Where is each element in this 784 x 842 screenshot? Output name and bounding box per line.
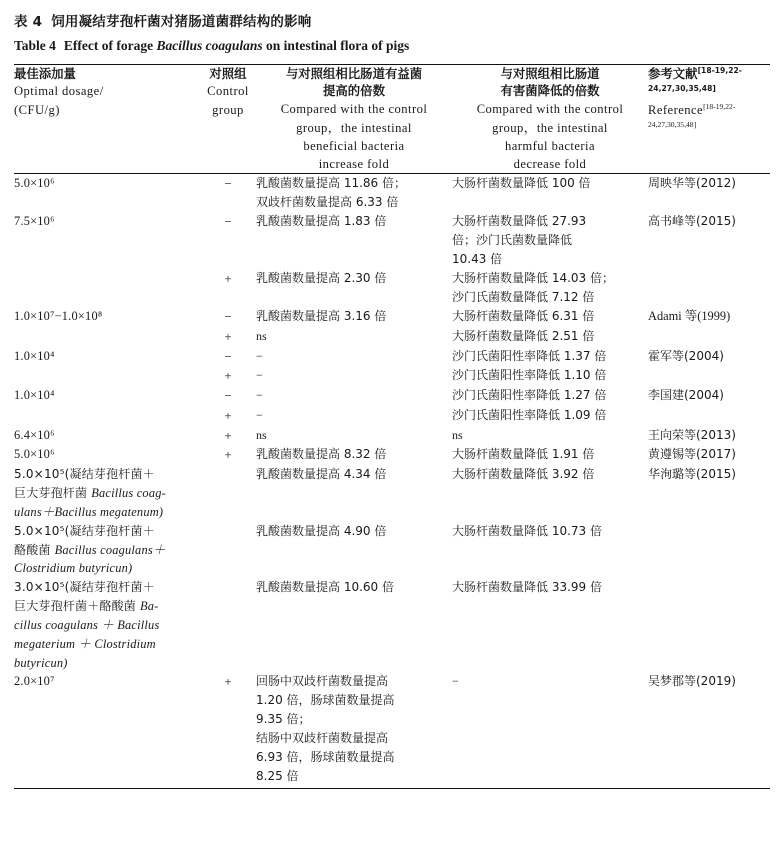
cell-optimal-dosage: 3.0×10⁵(凝结芽孢杆菌＋ 巨大芽孢杆菌＋酪酸菌 Ba- cillus coagulans ＋ Bacillus megaterium ＋ Clostridium butyricun): [14, 580, 160, 670]
cell-reference: 霍军等(2004): [648, 348, 724, 363]
header-dose-en2: (CFU/g): [14, 102, 60, 117]
cell-optimal-dosage: 1.0×10⁴: [14, 388, 55, 403]
cell-optimal-dosage: 6.4×10⁶: [14, 427, 55, 442]
cell-reference: [648, 366, 770, 386]
cell-control-group: −: [200, 174, 256, 212]
cell-control-group: +: [224, 368, 232, 384]
table-bottom-rule: [14, 786, 770, 789]
cell-optimal-dosage: 1.0×10⁴: [14, 348, 55, 363]
header-beneficial-cn1: 与对照组相比肠道有益菌: [285, 65, 423, 81]
header-optimal-dosage: [14, 64, 200, 174]
header-reference-cn: 参考文献[18-19,22-24,27,30,35,48]: [648, 65, 742, 93]
cell-reference: [648, 578, 770, 672]
cell-optimal-dosage: [14, 327, 200, 347]
table-caption: [14, 0, 770, 57]
cell-beneficial-bacteria: 乳酸菌数量提高 1.83 倍: [256, 214, 387, 229]
header-harmful-bacteria: [452, 64, 648, 174]
table-row: [14, 366, 770, 386]
cell-control-group: +: [224, 271, 232, 287]
cell-harmful-bacteria: 大肠杆菌数量降低 2.51 倍: [452, 328, 595, 343]
cell-optimal-dosage: 7.5×10⁶: [14, 214, 55, 229]
cell-control-group: +: [224, 427, 232, 443]
table-row: [14, 269, 770, 307]
table-body: [14, 174, 770, 789]
cell-beneficial-bacteria: −: [256, 348, 263, 363]
table-row: [14, 212, 770, 269]
cell-reference: 李国建(2004): [648, 388, 724, 403]
header-harmful-cn2: 有害菌降低的倍数: [500, 83, 600, 99]
header-harmful-en2: group，the intestinal: [492, 120, 608, 135]
cell-harmful-bacteria: 沙门氏菌阳性率降低 1.27 倍: [452, 388, 607, 403]
reference-superscript-cn: [18-19,22-24,27,30,35,48]: [648, 65, 742, 93]
cell-beneficial-bacteria: 乳酸菌数量提高 8.32 倍: [256, 447, 387, 462]
cell-control-group: −: [224, 214, 232, 230]
cell-beneficial-bacteria: ns: [256, 328, 267, 343]
caption-label-en: Table 4: [14, 38, 56, 54]
cell-reference: [648, 406, 770, 426]
header-control-cn: 对照组: [209, 65, 247, 81]
cell-control-group: [200, 578, 256, 672]
cell-beneficial-bacteria: −: [256, 388, 263, 403]
reference-superscript-en: [18-19,22-24,27,30,35,48]: [648, 101, 736, 130]
bottom-rule-segment: [648, 786, 770, 789]
header-beneficial-en3: beneficial bacteria: [303, 138, 405, 153]
bottom-rule-segment: [452, 786, 648, 789]
header-control-en1: Control: [207, 84, 249, 99]
header-control-group: [200, 64, 256, 174]
cell-optimal-dosage: 5.0×10⁶: [14, 174, 200, 212]
table-row: [14, 406, 770, 426]
cell-optimal-dosage: 1.0×10⁷−1.0×10⁸: [14, 309, 103, 324]
table-row: [14, 672, 770, 786]
cell-reference: 高书峰等(2015): [648, 214, 736, 229]
cell-harmful-bacteria: 大肠杆菌数量降低 14.03 倍； 沙门氏菌数量降低 7.12 倍: [452, 271, 614, 305]
cell-beneficial-bacteria: 乳酸菌数量提高 2.30 倍: [256, 271, 387, 286]
table-row: [14, 578, 770, 672]
cell-harmful-bacteria: 大肠杆菌数量降低 3.92 倍: [452, 467, 595, 482]
cell-reference: Adami 等(1999): [648, 309, 731, 324]
cell-control-group: −: [224, 309, 232, 325]
bottom-rule-segment: [14, 786, 200, 789]
results-table: [14, 64, 770, 790]
caption-title-en-post: on intestinal flora of pigs: [262, 38, 410, 54]
table-head: [14, 64, 770, 174]
table-row: [14, 465, 770, 522]
bottom-rule-segment: [200, 786, 256, 789]
cell-harmful-bacteria: 大肠杆菌数量降低 33.99 倍: [452, 580, 602, 595]
cell-optimal-dosage: [14, 366, 200, 386]
table-row: [14, 386, 770, 406]
cell-harmful-bacteria: 大肠杆菌数量降低 6.31 倍: [452, 309, 595, 324]
cell-beneficial-bacteria: 回肠中双歧杆菌数量提高 1.20 倍，肠球菌数量提高 9.35 倍； 结肠中双歧杆菌数量提高 6.93 倍，肠球菌数量提高 8.25 倍: [256, 674, 395, 784]
header-beneficial-bacteria: [256, 64, 452, 174]
caption-title-cn: 饲用凝结芽孢杆菌对猪肠道菌群结构的影响: [51, 14, 312, 30]
caption-species-name: Bacillus coagulans: [156, 38, 263, 54]
cell-beneficial-bacteria: ns: [256, 427, 267, 442]
cell-harmful-bacteria: 大肠杆菌数量降低 27.93 倍；沙门氏菌数量降低 10.43 倍: [452, 214, 587, 267]
cell-reference: [648, 522, 770, 579]
cell-harmful-bacteria: 沙门氏菌阳性率降低 1.10 倍: [452, 368, 607, 383]
table-row: [14, 445, 770, 465]
cell-beneficial-bacteria: 乳酸菌数量提高 3.16 倍: [256, 309, 387, 324]
cell-optimal-dosage: 5.0×10⁶: [14, 447, 55, 462]
table-row: [14, 426, 770, 446]
bottom-rule-segment: [256, 786, 452, 789]
cell-harmful-bacteria: ns: [452, 427, 463, 442]
caption-label-cn: 表 4: [14, 14, 43, 30]
header-harmful-en1: Compared with the control: [476, 102, 624, 117]
cell-optimal-dosage: 2.0×10⁷: [14, 674, 55, 689]
cell-control-group: [200, 465, 256, 522]
cell-beneficial-bacteria: 乳酸菌数量提高 11.86 倍； 双歧杆菌数量提高 6.33 倍: [256, 174, 452, 212]
cell-beneficial-bacteria: 乳酸菌数量提高 10.60 倍: [256, 580, 394, 595]
cell-beneficial-bacteria: 乳酸菌数量提高 4.34 倍: [256, 467, 387, 482]
table-row: [14, 327, 770, 347]
header-harmful-cn1: 与对照组相比肠道: [500, 65, 600, 81]
cell-reference: 黄遵锡等(2017): [648, 447, 736, 462]
table-row: [14, 522, 770, 579]
cell-harmful-bacteria: 大肠杆菌数量降低 10.73 倍: [452, 523, 602, 538]
caption-english: [14, 36, 770, 56]
header-beneficial-en1: Compared with the control: [280, 102, 428, 117]
header-beneficial-en4: increase fold: [318, 157, 390, 172]
caption-title-en-pre: Effect of forage: [63, 38, 157, 54]
header-reference-en: Reference[18-19,22-24,27,30,35,48]: [648, 101, 736, 130]
cell-optimal-dosage: 5.0×10⁵(凝结芽孢杆菌＋ 巨大芽孢杆菌 Bacillus coag- ulans＋Bacillus megatenum): [14, 467, 166, 519]
cell-optimal-dosage: [14, 269, 200, 307]
cell-harmful-bacteria: 沙门氏菌阳性率降低 1.37 倍: [452, 348, 607, 363]
cell-harmful-bacteria: 大肠杆菌数量降低 1.91 倍: [452, 447, 595, 462]
cell-control-group: [200, 522, 256, 579]
header-harmful-en3: harmful bacteria: [504, 138, 596, 153]
caption-chinese: [14, 12, 770, 32]
cell-control-group: +: [224, 407, 232, 423]
cell-beneficial-bacteria: −: [256, 368, 263, 383]
cell-reference: 吴梦郡等(2019): [648, 674, 736, 689]
cell-reference: 华洵璐等(2015): [648, 467, 736, 482]
cell-control-group: +: [224, 328, 232, 344]
cell-reference: 周映华等(2012): [648, 174, 770, 212]
header-dose-en1: Optimal dosage/: [14, 84, 104, 99]
header-reference: [648, 64, 770, 174]
table-row: [14, 347, 770, 367]
cell-beneficial-bacteria: −: [256, 407, 263, 422]
header-control-en2: group: [212, 102, 244, 117]
header-beneficial-cn2: 提高的倍数: [323, 83, 385, 99]
cell-reference: 王向荣等(2013): [648, 427, 736, 442]
cell-optimal-dosage: [14, 406, 200, 426]
header-dose-cn: 最佳添加量: [14, 65, 76, 81]
cell-control-group: −: [224, 348, 232, 364]
cell-beneficial-bacteria: 乳酸菌数量提高 4.90 倍: [256, 523, 387, 538]
cell-reference: [648, 327, 770, 347]
cell-harmful-bacteria: −: [452, 674, 459, 689]
cell-optimal-dosage: 5.0×10⁵(凝结芽孢杆菌＋ 酪酸菌 Bacillus coagulans＋ Clostridium butyricun): [14, 523, 166, 576]
header-harmful-en4: decrease fold: [513, 157, 587, 172]
cell-control-group: −: [224, 388, 232, 404]
table-row: [14, 174, 770, 212]
cell-reference: [648, 269, 770, 307]
cell-control-group: +: [224, 674, 232, 690]
header-beneficial-en2: group，the intestinal: [296, 120, 412, 135]
cell-control-group: +: [224, 447, 232, 463]
cell-harmful-bacteria: 沙门氏菌阳性率降低 1.09 倍: [452, 407, 607, 422]
table-row: [14, 307, 770, 327]
cell-harmful-bacteria: 大肠杆菌数量降低 100 倍: [452, 174, 648, 212]
